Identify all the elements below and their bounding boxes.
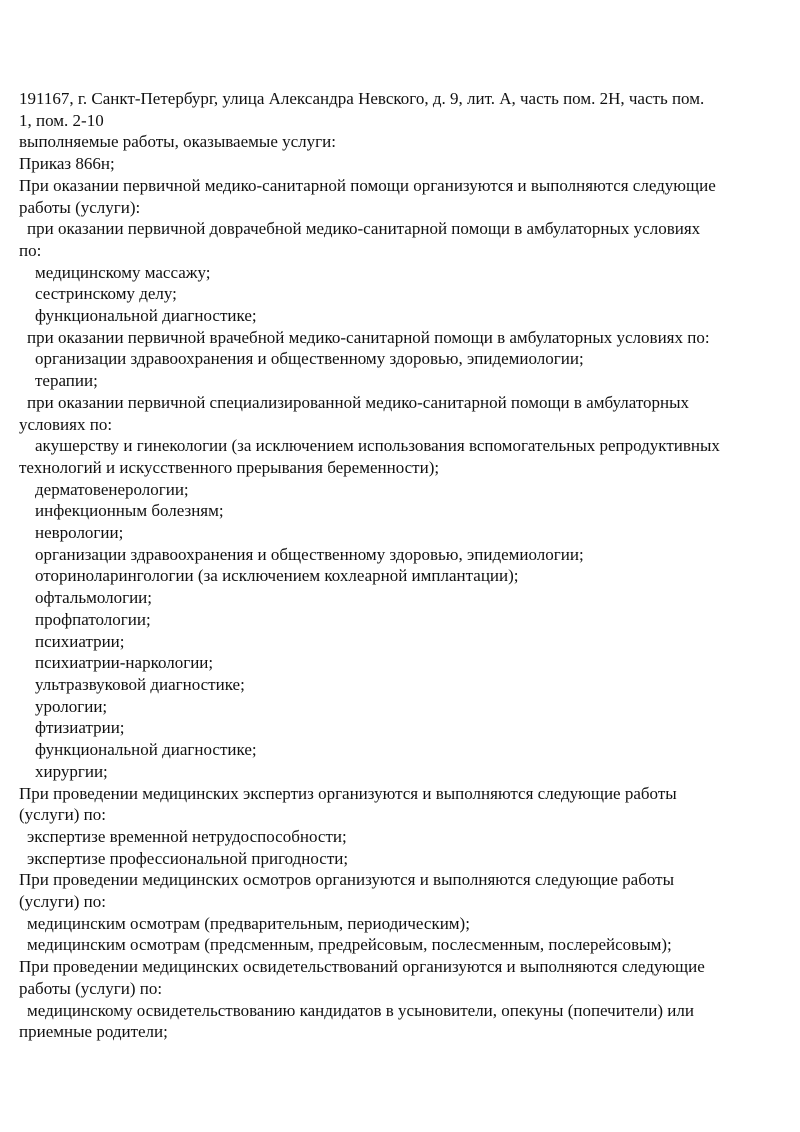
text-line: функциональной диагностике; <box>35 740 257 760</box>
text-line: акушерству и гинекологии (за исключением использования вспомогательных репродуктивных <box>35 436 720 456</box>
text-line: медицинскому массажу; <box>35 262 211 282</box>
text-line: Приказ 866н; <box>19 154 115 174</box>
text-line: 191167, г. Санкт-Петербург, улица Александра Невского, д. 9, лит. А, часть пом. 2Н, часть пом. <box>19 89 705 108</box>
text-line: инфекционным болезням; <box>35 501 224 521</box>
text-line: При проведении медицинских осмотров организуются и выполняются следующие работы <box>19 870 674 890</box>
text-line: функциональной диагностике; <box>35 306 257 326</box>
text-line: При проведении медицинских экспертиз организуются и выполняются следующие работы <box>19 783 677 803</box>
text-line: экспертизе профессиональной пригодности; <box>27 848 349 868</box>
text-line: профпатологии; <box>35 609 151 629</box>
text-line: экспертизе временной нетрудоспособности; <box>27 826 347 846</box>
text-line: по: <box>19 240 42 260</box>
text-line: сестринскому делу; <box>35 284 177 304</box>
text-line: дерматовенерологии; <box>35 479 189 499</box>
document-body <box>19 88 779 1043</box>
text-line: работы (услуги) по: <box>19 978 163 998</box>
text-line: при оказании первичной врачебной медико-санитарной помощи в амбулаторных условиях по: <box>27 327 710 347</box>
text-line: выполняемые работы, оказываемые услуги: <box>19 132 336 152</box>
text-line: при оказании первичной доврачебной медико-санитарной помощи в амбулаторных условиях <box>27 219 701 239</box>
text-line: психиатрии; <box>35 631 125 651</box>
text-line: ультразвуковой диагностике; <box>35 674 245 694</box>
text-line: (услуги) по: <box>19 892 106 912</box>
text-line: психиатрии-наркологии; <box>35 653 214 673</box>
text-line: медицинским осмотрам (предсменным, предрейсовым, послесменным, послерейсовым); <box>27 935 672 955</box>
text-line: медицинским осмотрам (предварительным, периодическим); <box>27 913 470 933</box>
text-line: организации здравоохранения и общественному здоровью, эпидемиологии; <box>35 349 584 369</box>
text-line: неврологии; <box>35 523 124 543</box>
text-line: При проведении медицинских освидетельствований организуются и выполняются следующие <box>19 957 705 977</box>
text-line: офтальмологии; <box>35 588 152 608</box>
text-line: хирургии; <box>35 761 108 781</box>
text-line: технологий и искусственного прерывания беременности); <box>19 457 440 477</box>
text-line: организации здравоохранения и общественному здоровью, эпидемиологии; <box>35 544 584 564</box>
text-line: (услуги) по: <box>19 805 106 825</box>
text-line: условиях по: <box>19 414 113 434</box>
text-line: 1, пом. 2-10 <box>19 110 104 130</box>
text-line: терапии; <box>35 371 98 391</box>
text-line: работы (услуги): <box>19 197 141 217</box>
text-line: оториноларингологии (за исключением кохлеарной имплантации); <box>35 566 519 586</box>
text-line: урологии; <box>35 696 108 716</box>
text-line: При оказании первичной медико-санитарной помощи организуются и выполняются следующие <box>19 175 716 195</box>
text-line: фтизиатрии; <box>35 718 125 738</box>
text-line: приемные родители; <box>19 1022 168 1042</box>
text-line: при оказании первичной специализированной медико-санитарной помощи в амбулаторных <box>27 392 690 412</box>
text-line: медицинскому освидетельствованию кандидатов в усыновители, опекуны (попечители) или <box>27 1000 694 1020</box>
